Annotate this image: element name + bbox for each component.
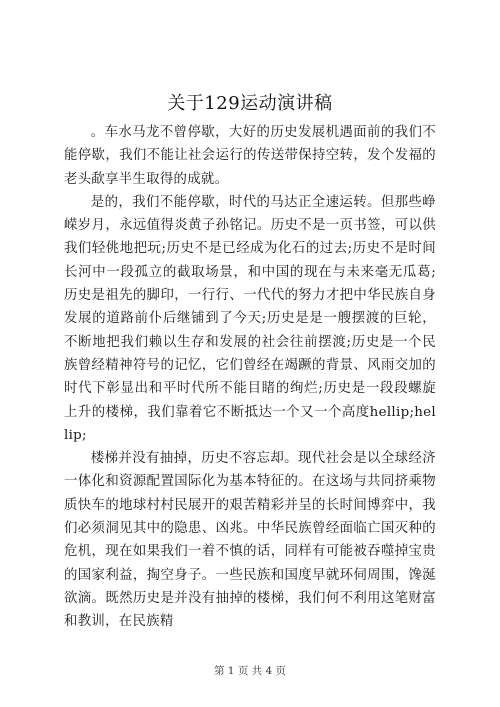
document-title: 关于129运动演讲稿 (167, 93, 333, 114)
paragraph-2: 是的，我们不能停歇，时代的马达正全速运转。但那些峥嵘岁月，永远值得炎黄子孙铭记。历史不是一页书签，可以供我们轻佻地把玩;历史不是已经成为化石的过去;历史不是时间长河中一段孤立的截取场景，和中国的现在与未来毫无瓜葛;历史是祖先的脚印，一行行、一代代的努力才把中华民族自身发展的道路前仆后继铺到了今天;历史是是一艘摆渡的巨轮，不断地把我们赖以生存和发展的社会往前摆渡;历史是一个民族曾经精神符号的记忆，它们曾经在竭蹶的背景、风雨交加的时代下彰显出和平时代所不能目睹的绚烂;历史是一段段螺旋上升的楼梯，我们靠着它不断抵达一个又一个高度hellip;hellip; (64, 194, 436, 443)
document-body (64, 121, 436, 634)
page-number-footer: 第 1 页 共 4 页 (213, 665, 287, 677)
paragraph-3: 楼梯并没有抽掉，历史不容忘却。现代社会是以全球经济一体化和资源配置国际化为基本特征的。在这场与共同挤乘物质快车的地球村村民展开的艰苦精彩并呈的长时间博弈中，我们必须洞见其中的隐患、凶兆。中华民族曾经面临亡国灭种的危机，现在如果我们一着不慎的话，同样有可能被吞噬掉宝贵的国家利益，掏空身子。一些民族和国度早就环伺周围，馋涎欲滴。既然历史是并没有抽掉的楼梯，我们何不利用这笔财富和教训，在民族精 (64, 451, 436, 630)
paragraph-1: 。车水马龙不曾停歇，大好的历史发展机遇面前的我们不能停歇，我们不能让社会运行的传送带保持空转，发个发福的老头歃享半生取得的成就。 (64, 125, 436, 187)
